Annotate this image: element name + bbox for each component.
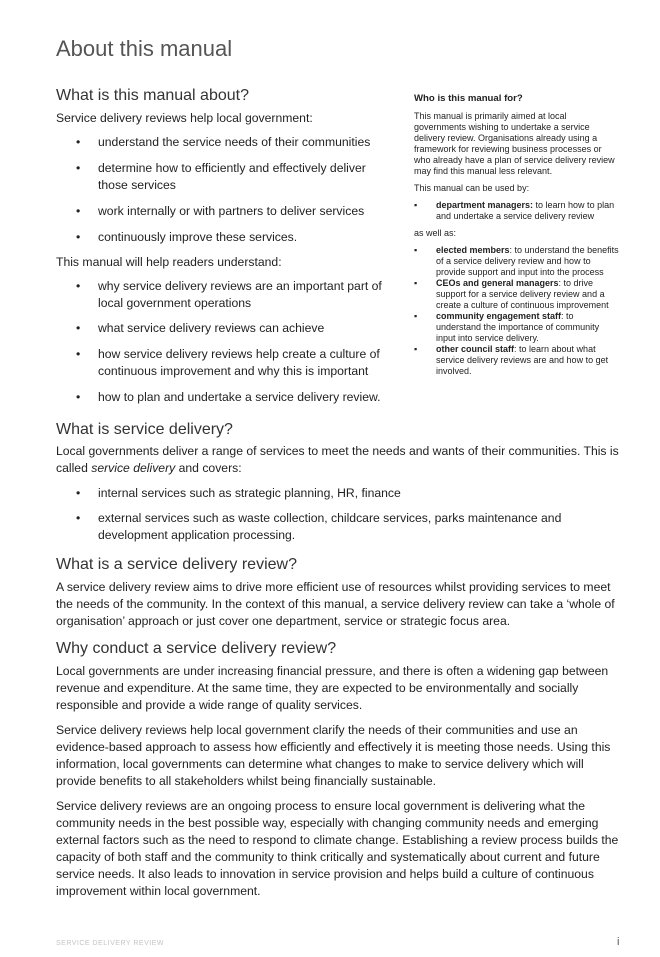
paragraph: Service delivery reviews help local government clarify the needs of their communities and use an evidence-based approach to assess how efficiently and effectively it is meeting those needs. Using this information, local governments can determine what changes to make to service delivery which will provide benefits to all stakeholders whilst being financially sustainable. — [56, 723, 611, 788]
footer-title: SERVICE DELIVERY REVIEW — [56, 940, 164, 947]
section-heading: What is service delivery? — [56, 421, 233, 438]
sidebar-who-for — [414, 93, 620, 377]
list-item: • understand the service needs of their communities — [56, 134, 396, 151]
sidebar-item-bold: CEOs and general managers — [436, 278, 559, 288]
paragraph-text: Local governments deliver a range of services to meet the needs and wants of their communities. This is called — [56, 444, 619, 475]
paragraph-text: and covers: — [175, 461, 242, 475]
list-item: • internal services such as strategic planning, HR, finance — [56, 485, 622, 502]
sidebar-paragraph: This manual is primarily aimed at local governments wishing to undertake a service delivery review. Organisations already using a framework for reviewing business processes or who already have a plan of service delivery review may find this manual less relevant. — [414, 111, 615, 176]
paragraph: A service delivery review aims to drive more efficient use of resources whilst providing services to meet the needs of the community. In the context of this manual, a service delivery review can take a ‘whole of organisation’ approach or just cover one department, service or strategic focus area. — [56, 580, 615, 628]
list-item: • what service delivery reviews can achieve — [56, 320, 396, 337]
sidebar-item-bold: other council staff — [436, 344, 515, 354]
list-item: • determine how to efficiently and effectively deliver those services — [56, 160, 398, 194]
sidebar-list-item — [414, 278, 620, 311]
bullet-list — [56, 134, 396, 246]
sidebar-list — [414, 245, 620, 377]
sidebar-list — [414, 200, 620, 222]
bullet-list — [56, 485, 622, 544]
sidebar-list-item — [414, 200, 620, 222]
section-heading: What is a service delivery review? — [56, 556, 297, 573]
section-why-review — [56, 640, 624, 900]
bullet-list — [56, 278, 396, 406]
paragraph-emphasis: service delivery — [91, 461, 176, 475]
sidebar-item-bold: community engagement staff — [436, 311, 562, 321]
list-item: • continuously improve these services. — [56, 229, 396, 246]
paragraph: Service delivery reviews are an ongoing process to ensure local government is delivering what the community needs in the best possible way, especially with changing community needs and emerging external factors such as the need to respond to climate change. Establishing a review process builds the capacity of both staff and the community to think critically and systematically about current and future service needs. It also leads to innovation in service provision and helps build a culture of continuous improvement within local government. — [56, 799, 619, 898]
sidebar-paragraph: This manual can be used by: — [414, 183, 530, 193]
sidebar-paragraph: as well as: — [414, 228, 457, 238]
paragraph: Service delivery reviews help local government: — [56, 111, 313, 125]
sidebar-item-text: : to learn about what service delivery reviews are and how to get involved. — [436, 344, 609, 376]
section-manual-about — [56, 87, 396, 406]
list-item: • external services such as waste collection, childcare services, parks maintenance and development application processing. — [56, 510, 568, 544]
sidebar-item-text: to learn how to plan and undertake a service delivery review — [436, 200, 615, 221]
list-item: • how to plan and undertake a service delivery review. — [56, 389, 396, 406]
section-review — [56, 556, 624, 630]
page-title: About this manual — [56, 36, 233, 61]
paragraph: This manual will help readers understand: — [56, 255, 282, 269]
paragraph: Local governments are under increasing financial pressure, and there is often a widening gap between revenue and expenditure. At the same time, they are expected to be environmentally and socially responsible and provide a wide range of quality services. — [56, 664, 609, 712]
sidebar-item-bold: elected members — [436, 245, 510, 255]
list-item: • why service delivery reviews are an important part of local government operations — [56, 278, 396, 312]
sidebar-item-text: : to understand the importance of community input into service delivery. — [436, 311, 600, 343]
sidebar-list-item — [414, 311, 620, 344]
sidebar-item-text: : to drive support for a service delivery review and a create a culture of continuous improvement — [436, 278, 609, 310]
section-heading: Why conduct a service delivery review? — [56, 640, 337, 657]
section-service-delivery — [56, 421, 622, 544]
sidebar-heading: Who is this manual for? — [414, 93, 523, 104]
paragraph — [56, 443, 622, 477]
list-item: • how service delivery reviews help create a culture of continuous improvement and why this is important — [56, 346, 398, 380]
sidebar-list-item — [414, 344, 620, 377]
sidebar-item-bold: department managers: — [436, 200, 534, 210]
section-heading: What is this manual about? — [56, 87, 249, 104]
page-number: i — [617, 936, 620, 948]
sidebar-item-text: : to understand the benefits of a service delivery review and how to provide support and input into the process — [436, 245, 619, 277]
sidebar-list-item — [414, 245, 620, 278]
list-item: • work internally or with partners to deliver services — [56, 203, 396, 220]
